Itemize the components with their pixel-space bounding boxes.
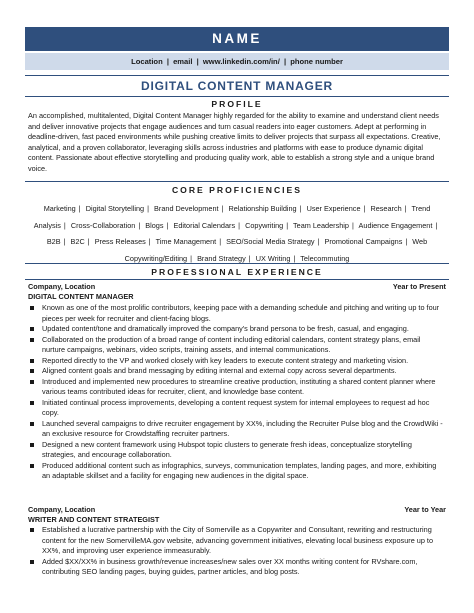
proficiency-item: Blogs	[145, 220, 164, 230]
job-bullets	[28, 525, 444, 578]
proficiency-item: Marketing	[43, 204, 76, 213]
proficiency-item: SEO/Social Media Strategy	[226, 237, 315, 246]
proficiency-item: Editorial Calendars	[173, 220, 236, 230]
bullet-text: Established a lucrative partnership with the City of Somerville as a Copywriter and Consultant, rewriting and restructuring content for the new SomervilleMA.gov website, advancing government initiatives, elevating local business exposure up to XX%, and improving user experience immeasurably.	[42, 525, 434, 555]
proficiency-item: Cross-Collaboration	[70, 220, 136, 230]
bullet-item	[28, 366, 444, 377]
proficiency-item: Trend Analysis	[33, 204, 431, 230]
job-bullets	[28, 303, 444, 482]
proficiencies-divider-top	[25, 181, 449, 182]
proficiency-separator: |	[148, 237, 151, 246]
proficiency-item: Brand Development	[154, 204, 219, 213]
proficiency-separator: |	[147, 204, 149, 213]
job-company: Company, Location	[28, 282, 96, 291]
proficiency-item: Telecommuting	[300, 253, 350, 263]
proficiency-separator: |	[351, 220, 354, 230]
candidate-name: NAME	[212, 31, 262, 46]
bullet-item	[28, 557, 444, 578]
square-bullet-icon	[30, 380, 34, 384]
experience-divider-bottom	[25, 279, 449, 280]
square-bullet-icon	[30, 401, 34, 405]
job-role: WRITER AND CONTENT STRATEGIST	[28, 515, 160, 524]
contact-phone: phone number	[290, 57, 343, 66]
contact-bar	[25, 53, 449, 70]
profile-summary: An accomplished, multitalented, Digital Content Manager highly regarded for the ability to examine and understand client needs and deliver innovative projects that engage audiences and turn casual readers into eager customers. Adept at performing in deadline-driven, fast paced environments while pushing creative limits to deliver projects that surpass all expectations. Creative, analytical, and a proven collaborator, leveraging skills across industries and platforms with ease to produce dynamic digital content. Passionate about effective storytelling and producing quality work, able to establish a strong style and a unique brand voice.	[28, 111, 441, 173]
proficiency-separator: |	[293, 253, 296, 263]
proficiency-separator: |	[87, 237, 90, 246]
proficiency-separator: |	[299, 204, 302, 213]
contact-separator: |	[283, 57, 287, 66]
bullet-item	[28, 324, 444, 335]
bullet-text: Reported directly to the VP and worked closely with key leaders to execute content strategy and marketing vision.	[42, 355, 409, 365]
proficiency-separator: |	[190, 253, 193, 263]
job-header	[28, 505, 446, 514]
proficiency-separator: |	[238, 220, 241, 230]
proficiency-separator: |	[63, 220, 66, 230]
bullet-item	[28, 303, 444, 324]
bullet-text: Launched several campaigns to drive recruiter engagement by XX%, including the Recruiter Pulse blog and the CrowdWiki - an exclusive resource for Crowdstaffing recruiter partners.	[42, 418, 443, 438]
square-bullet-icon	[30, 306, 34, 310]
proficiency-separator: |	[317, 237, 320, 246]
square-bullet-icon	[30, 369, 34, 373]
proficiency-separator: |	[248, 253, 251, 263]
proficiency-separator: |	[63, 237, 66, 246]
job-company: Company, Location	[28, 505, 96, 514]
proficiency-item: Research	[370, 204, 402, 213]
job-header	[28, 282, 446, 291]
proficiency-item: Copywriting	[245, 220, 284, 230]
experience-divider-top	[25, 263, 449, 264]
proficiency-separator: |	[219, 237, 222, 246]
bullet-text: Updated content/tone and dramatically improved the company's brand persona to be fresh, casual, and engaging.	[42, 324, 409, 333]
square-bullet-icon	[30, 464, 34, 468]
square-bullet-icon	[30, 327, 34, 331]
proficiency-item: B2C	[70, 237, 85, 246]
bullet-item	[28, 440, 444, 461]
proficiency-item: Time Management	[155, 237, 217, 246]
square-bullet-icon	[30, 560, 34, 564]
title-divider-top	[25, 75, 449, 76]
proficiency-separator: |	[405, 237, 408, 246]
job-dates: Year to Present	[392, 282, 446, 291]
job-role: DIGITAL CONTENT MANAGER	[28, 292, 134, 301]
square-bullet-icon	[30, 528, 34, 532]
bullet-text: Known as one of the most prolific contributors, keeping pace with a demanding schedule and pitching and writing up to four pieces per week for recruiter and client-facing blogs.	[42, 303, 440, 323]
bullet-item	[28, 398, 444, 419]
bullet-item	[28, 419, 444, 440]
proficiency-separator: |	[138, 220, 141, 230]
title-divider-bottom	[25, 96, 449, 97]
square-bullet-icon	[30, 338, 34, 342]
experience-heading: PROFESSIONAL EXPERIENCE	[151, 267, 323, 277]
proficiencies-list	[30, 201, 444, 267]
contact-location: Location	[131, 57, 163, 66]
square-bullet-icon	[30, 359, 34, 363]
bullet-text: Aligned content goals and brand messaging by editing internal and external copy across several departments.	[42, 366, 397, 375]
job-title-heading: DIGITAL CONTENT MANAGER	[141, 79, 333, 93]
proficiency-item: Relationship Building	[228, 204, 297, 213]
profile-heading: PROFILE	[211, 99, 263, 109]
proficiency-item: Brand Strategy	[197, 253, 246, 263]
bullet-text: Produced additional content such as infographics, surveys, communication templates, landing pages, and more, exhibiting an adaptable skillset and a facility for engaging new audiences in the digital space.	[42, 460, 437, 480]
bullet-text: Added $XX/XX% in business growth/revenue increases/new sales over XX months writing content for RVshare.com, contributing SEO landing pages, buying guides, partner articles, and blog posts.	[42, 556, 418, 576]
bullet-item	[28, 461, 444, 482]
proficiencies-heading: CORE PROFICIENCIES	[171, 185, 303, 195]
proficiency-item: Web Copywriting/Editing	[124, 237, 428, 263]
proficiency-item: Digital Storytelling	[85, 204, 145, 213]
proficiency-item: Press Releases	[94, 237, 146, 246]
proficiency-separator: |	[166, 220, 169, 230]
proficiency-item: Team Leadership	[293, 220, 349, 230]
square-bullet-icon	[30, 422, 34, 426]
proficiency-item: User Experience	[306, 204, 361, 213]
job-dates: Year to Year	[404, 505, 446, 514]
proficiency-separator: |	[363, 204, 366, 213]
bullet-text: Initiated continual process improvements, developing a content request system for internal employees to request ad hoc copy.	[42, 397, 430, 417]
proficiency-separator: |	[286, 220, 289, 230]
proficiency-separator: |	[221, 204, 224, 213]
proficiency-item: Audience Engagement	[358, 220, 433, 230]
bullet-item	[28, 377, 444, 398]
proficiency-separator: |	[435, 220, 438, 230]
contact-separator: |	[166, 57, 169, 66]
name-banner	[25, 27, 449, 51]
contact-linkedin: www.linkedin.com/in/	[202, 57, 280, 66]
contact-separator: |	[196, 57, 199, 66]
proficiency-item: Promotional Campaigns	[324, 237, 403, 246]
square-bullet-icon	[30, 443, 34, 447]
bullet-item	[28, 335, 444, 356]
proficiency-separator: |	[78, 204, 81, 213]
bullet-text: Collaborated on the production of a broad range of content including editorial calendars, content strategy plans, email nurture campaigns, webinars, video scripts, training assets, and internal communications.	[42, 334, 421, 354]
proficiency-item: UX Writing	[255, 253, 291, 263]
bullet-text: Introduced and implemented new procedures to streamline creative production, instituting a shared content planner where various teams contributed ideas for recruiter, client, and knowledge base content.	[42, 376, 436, 396]
bullet-item	[28, 525, 444, 557]
proficiency-item: B2B	[46, 237, 61, 246]
proficiency-separator: |	[404, 204, 407, 213]
bullet-item	[28, 356, 444, 367]
contact-email: email	[173, 57, 193, 66]
bullet-text: Designed a new content framework using Hubspot topic clusters to generate fresh ideas, conceptualize storytelling strategies, and encourage collaboration.	[42, 439, 412, 459]
